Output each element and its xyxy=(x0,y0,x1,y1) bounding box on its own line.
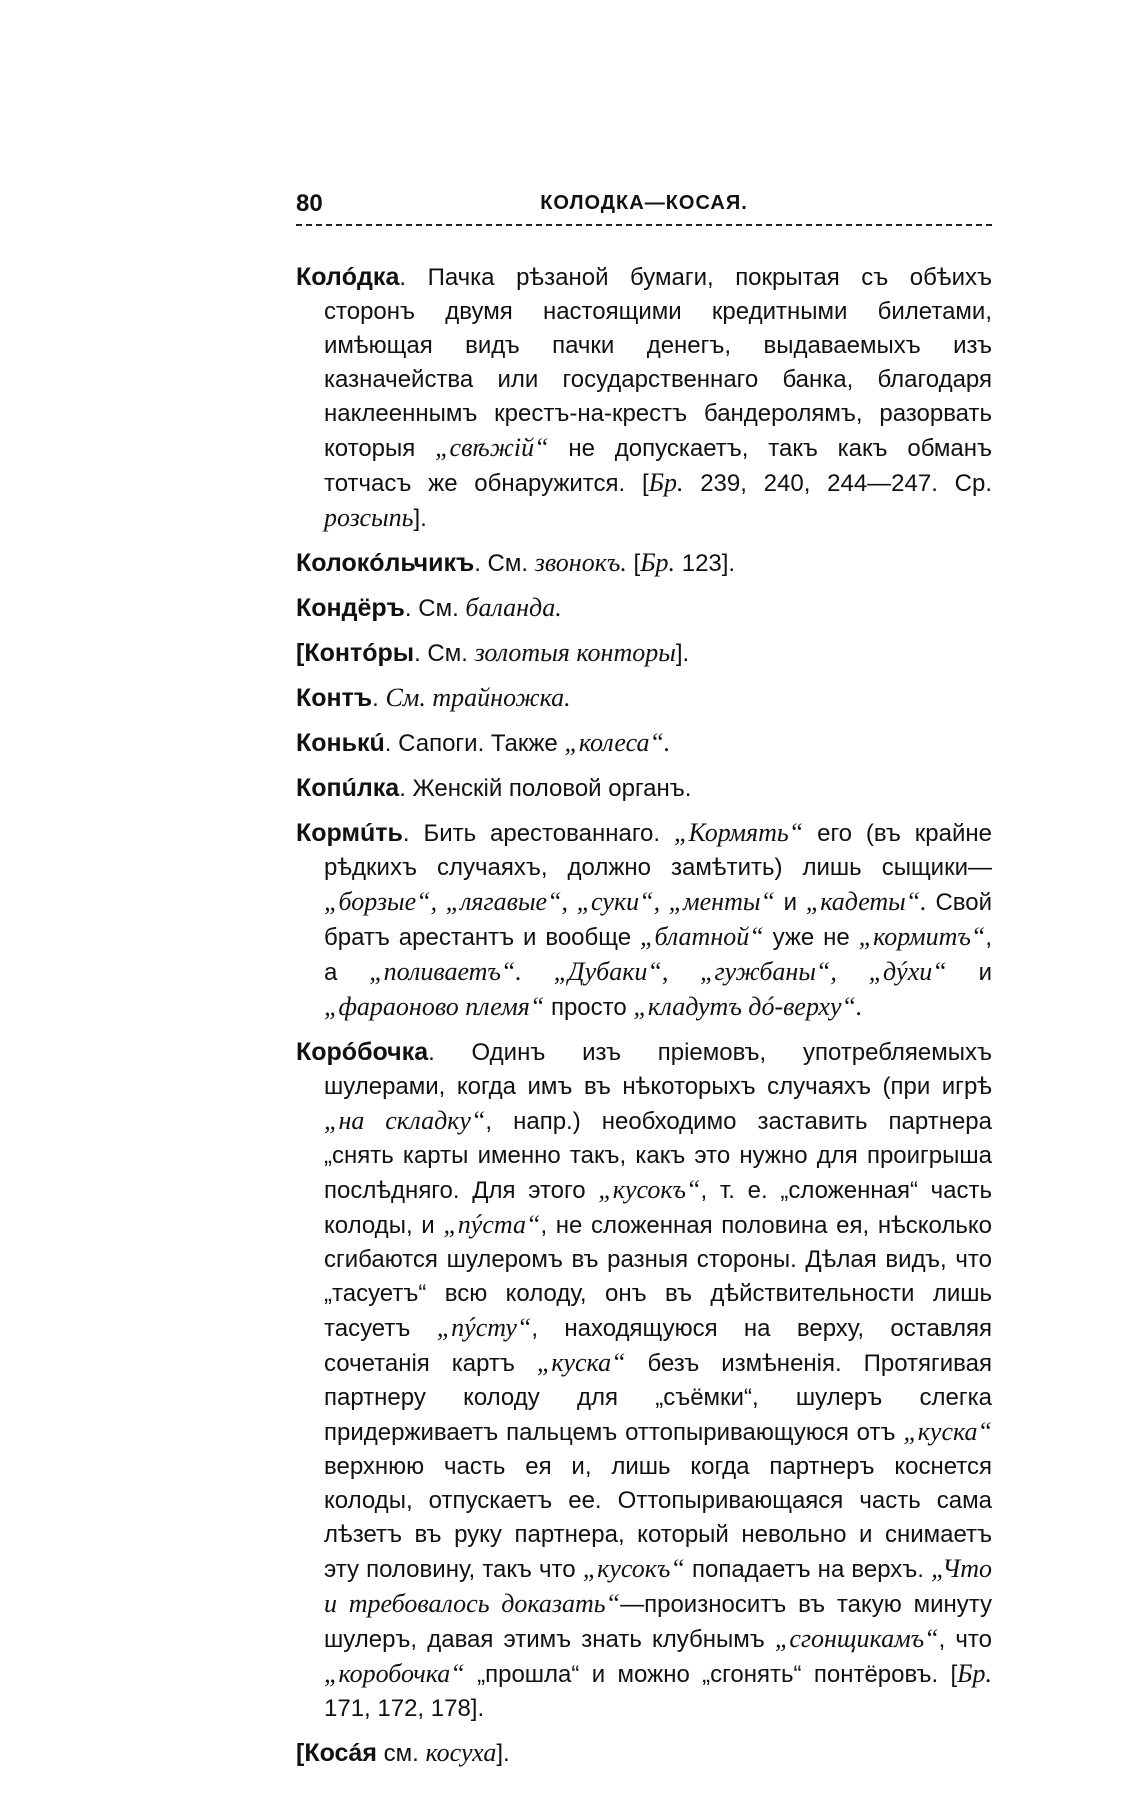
entry-italic-text: Бр. xyxy=(957,1659,992,1688)
entry-text: 171, 172, 178]. xyxy=(324,1695,485,1722)
entry-text: . Женскiй половой органъ. xyxy=(399,775,692,802)
entry-italic-text: Бр. xyxy=(648,468,684,497)
entry-italic-text: „кладутъ дó-верху“. xyxy=(633,992,863,1021)
entry-headword: Колóдка xyxy=(296,263,400,291)
entry-text: —произноситъ въ такую минуту шулеръ, давая этимъ знать клубнымъ xyxy=(324,1591,992,1653)
dictionary-entry xyxy=(296,591,992,626)
entry-italic-text: „сгонщикамъ“ xyxy=(774,1624,939,1653)
entry-italic-text: „пýста“ xyxy=(443,1210,541,1239)
entry-headword: [Косáя xyxy=(296,1739,377,1767)
entry-headword: Копúлка xyxy=(296,774,400,802)
entry-text: Свой братъ арестантъ и вообще xyxy=(324,889,993,951)
entry-italic-text: Бр. xyxy=(640,548,676,577)
entry-text: , что xyxy=(938,1626,992,1653)
running-head xyxy=(296,190,992,224)
entry-italic-text: косуха xyxy=(425,1738,497,1767)
entry-italic-text: звонокъ. xyxy=(534,548,627,577)
entry-text: , а xyxy=(324,924,993,986)
entry-headword: Кондёръ xyxy=(296,594,405,622)
entry-headword: Конькú xyxy=(296,729,385,757)
entry-text: „прошла“ и можно „сгонять“ понтёровъ. [ xyxy=(464,1661,958,1688)
entry-text: . См. xyxy=(474,550,535,577)
entry-headword: Колокóльчикъ xyxy=(296,549,475,577)
entry-text: не допускаетъ, такъ какъ обманъ тотчасъ же обнаружится. [ xyxy=(324,435,993,497)
entry-italic-text: „на складку“ xyxy=(324,1106,486,1135)
entry-text: 123]. xyxy=(675,550,736,577)
dictionary-page xyxy=(296,190,992,1781)
running-head-title: КОЛОДКА—КОСАЯ. xyxy=(540,192,748,214)
dictionary-entries xyxy=(296,260,992,1771)
entry-italic-text: золотыя конторы xyxy=(474,638,676,667)
entry-text: . Сапоги. Также xyxy=(384,730,565,757)
entry-text: , напр.) необходимо заставить партнера „снять карты именно такъ, какъ это нужно для проигрыша послѣдняго. Для этого xyxy=(324,1108,992,1204)
entry-italic-text: „пýсту“ xyxy=(436,1313,532,1342)
entry-text: . См. xyxy=(414,640,475,667)
entry-italic-text: „поливаетъ“. „Дубаки“, „гужбаны“, „дýхи“ xyxy=(369,957,947,986)
entry-text: и xyxy=(774,889,806,916)
dictionary-entry xyxy=(296,636,992,671)
entry-italic-text: „свѣжiй“ xyxy=(435,433,549,462)
entry-text: . Пачка рѣзаной бумаги, покрытая съ обѣихъ сторонъ двумя настоящими кредитными билетами, имѣющая видъ пачки денегъ, выдаваемыхъ изъ казначейства или государственнаго банка, благодаря наклееннымъ крестъ-на-крестъ бандеролямъ, разорвать которыя xyxy=(324,264,992,462)
entry-italic-text: „колеса“. xyxy=(564,728,671,757)
entry-text: , находящуюся на верху, оставляя сочетанiя картъ xyxy=(324,1315,993,1377)
entry-italic-text: „кормитъ“ xyxy=(858,922,986,951)
entry-text: . xyxy=(372,685,386,712)
entry-text: . Одинъ изъ прiемовъ, употребляемыхъ шулерами, когда имъ въ нѣкоторыхъ случаяхъ (при игрѣ xyxy=(324,1039,992,1100)
entry-headword: Кормúть xyxy=(296,819,403,847)
entry-italic-text: „кусокъ“ xyxy=(598,1175,701,1204)
entry-italic-text: „блатной“ xyxy=(640,922,764,951)
entry-text: ]. xyxy=(496,1740,510,1767)
entry-text: просто xyxy=(544,994,634,1021)
entry-headword: [Контóры xyxy=(296,639,415,667)
entry-italic-text: розсыпь xyxy=(324,503,414,532)
dictionary-entry xyxy=(296,260,992,536)
entry-text: 239, 240, 244—247. Ср. xyxy=(683,470,992,497)
entry-text: . См. xyxy=(404,595,466,622)
entry-italic-text: „борзые“, „лягавые“, „суки“, „менты“ xyxy=(324,887,775,916)
dictionary-entry xyxy=(296,1736,992,1771)
dictionary-entry xyxy=(296,726,992,761)
header-rule xyxy=(296,224,992,226)
entry-text: , не сложенная половина ея, нѣсколько сгибаются шулеромъ въ разныя стороны. Дѣлая видъ, что „тасуетъ“ всю колоду, онъ въ дѣйствительности лишь тасуетъ xyxy=(324,1212,992,1342)
entry-italic-text: „Кормять“ xyxy=(673,818,804,847)
entry-italic-text: См. трайножка. xyxy=(385,683,571,712)
entry-text: и xyxy=(946,959,992,986)
entry-headword: Корóбочка xyxy=(296,1038,429,1066)
entry-italic-text: „куска“ xyxy=(536,1348,626,1377)
entry-italic-text: „кусокъ“ xyxy=(582,1554,685,1583)
entry-text: попадаетъ на верхъ. xyxy=(684,1556,932,1583)
entry-italic-text: „Что и требовалось доказать“ xyxy=(324,1554,992,1618)
entry-italic-text: „фараоново племя“ xyxy=(324,992,545,1021)
dictionary-entry xyxy=(296,816,992,1025)
entry-text: его (въ крайне рѣдкихъ случаяхъ, должно замѣтить) лишь сыщики— xyxy=(324,820,992,881)
entry-italic-text: „коробочка“ xyxy=(324,1659,465,1688)
dictionary-entry xyxy=(296,546,992,581)
entry-italic-text: „куска“ xyxy=(903,1417,992,1446)
entry-text: верхнюю часть ея и, лишь когда партнеръ коснется колоды, отпускаетъ ее. Оттопыривающаяся часть сама лѣзетъ въ руку партнера, который невольно и снимаетъ эту половину, такъ что xyxy=(324,1453,992,1583)
entry-text: . Бить арестованнаго. xyxy=(402,820,674,847)
page-number: 80 xyxy=(296,190,323,217)
dictionary-entry xyxy=(296,771,992,806)
entry-text: , т. е. „сложенная“ часть колоды, и xyxy=(324,1177,992,1239)
entry-italic-text: баланда. xyxy=(465,593,562,622)
entry-text: ]. xyxy=(675,640,690,667)
entry-text: безъ измѣненiя. Протягивая партнеру колоду для „съёмки“, шулеръ слегка придерживаетъ пальцемъ оттопыривающуюся отъ xyxy=(324,1350,992,1446)
entry-text: [ xyxy=(626,550,641,577)
entry-text: см. xyxy=(376,1740,426,1767)
entry-text: ]. xyxy=(413,505,427,532)
entry-text: уже не xyxy=(763,924,859,951)
dictionary-entry xyxy=(296,1035,992,1726)
entry-headword: Контъ xyxy=(296,684,373,712)
entry-italic-text: „кадеты“. xyxy=(805,887,927,916)
dictionary-entry xyxy=(296,681,992,716)
